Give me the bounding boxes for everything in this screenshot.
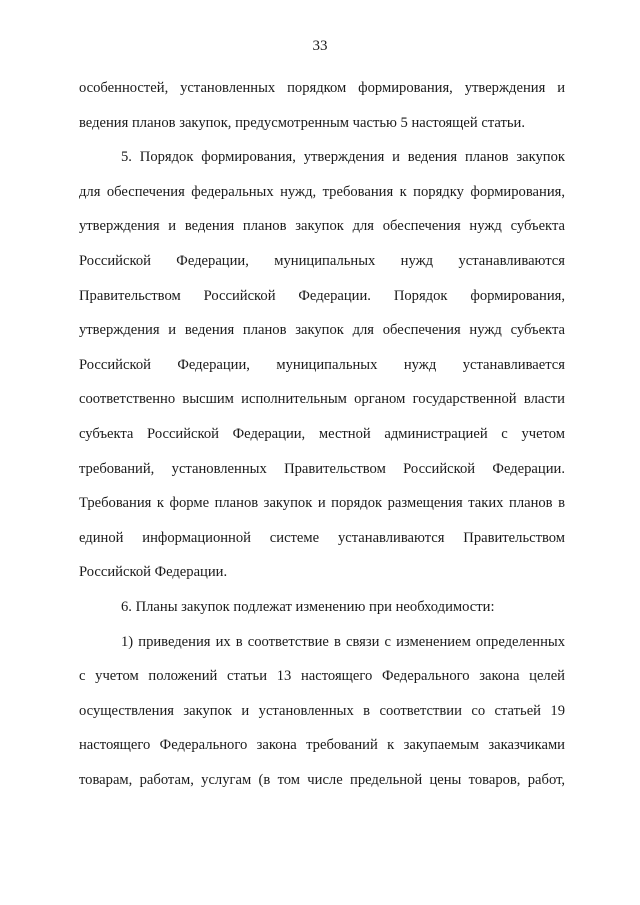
text-line: с учетом положений статьи 13 настоящего Федерального закона целей [79, 668, 565, 685]
text-line: ведения планов закупок, предусмотренным частью 5 настоящей статьи. [79, 114, 525, 131]
text-line: Российской Федерации, муниципальных нужд устанавливаются [79, 252, 565, 269]
text-line: утверждения и ведения планов закупок для обеспечения нужд субъекта [79, 322, 565, 339]
text-line: Правительством Российской Федерации. Порядок формирования, [79, 287, 565, 304]
text-line: 6. Планы закупок подлежат изменению при необходимости: [121, 598, 495, 615]
text-line: настоящего Федерального закона требований к закупаемым заказчиками [79, 737, 565, 754]
document-body [79, 71, 565, 797]
text-line: Российской Федерации, муниципальных нужд устанавливается [79, 356, 565, 373]
text-line: для обеспечения федеральных нужд, требования к порядку формирования, [79, 183, 565, 200]
text-line: утверждения и ведения планов закупок для обеспечения нужд субъекта [79, 218, 565, 235]
text-line: Требования к форме планов закупок и порядок размещения таких планов в [79, 495, 565, 512]
text-line: Российской Федерации. [79, 564, 228, 581]
page-number: 33 [312, 38, 328, 54]
text-line: субъекта Российской Федерации, местной администрацией с учетом [79, 425, 565, 442]
text-line: единой информационной системе устанавливаются Правительством [79, 529, 565, 546]
text-line: товарам, работам, услугам (в том числе предельной цены товаров, работ, [79, 771, 565, 788]
text-line: особенностей, установленных порядком формирования, утверждения и [79, 80, 565, 96]
text-line: 5. Порядок формирования, утверждения и ведения планов закупок [121, 149, 565, 166]
text-line: осуществления закупок и установленных в соответствии со статьей 19 [79, 702, 565, 719]
text-line: соответственно высшим исполнительным органом государственной власти [79, 391, 565, 408]
text-line: 1) приведения их в соответствие в связи с изменением определенных [121, 633, 565, 650]
text-line: требований, установленных Правительством Российской Федерации. [79, 460, 565, 477]
